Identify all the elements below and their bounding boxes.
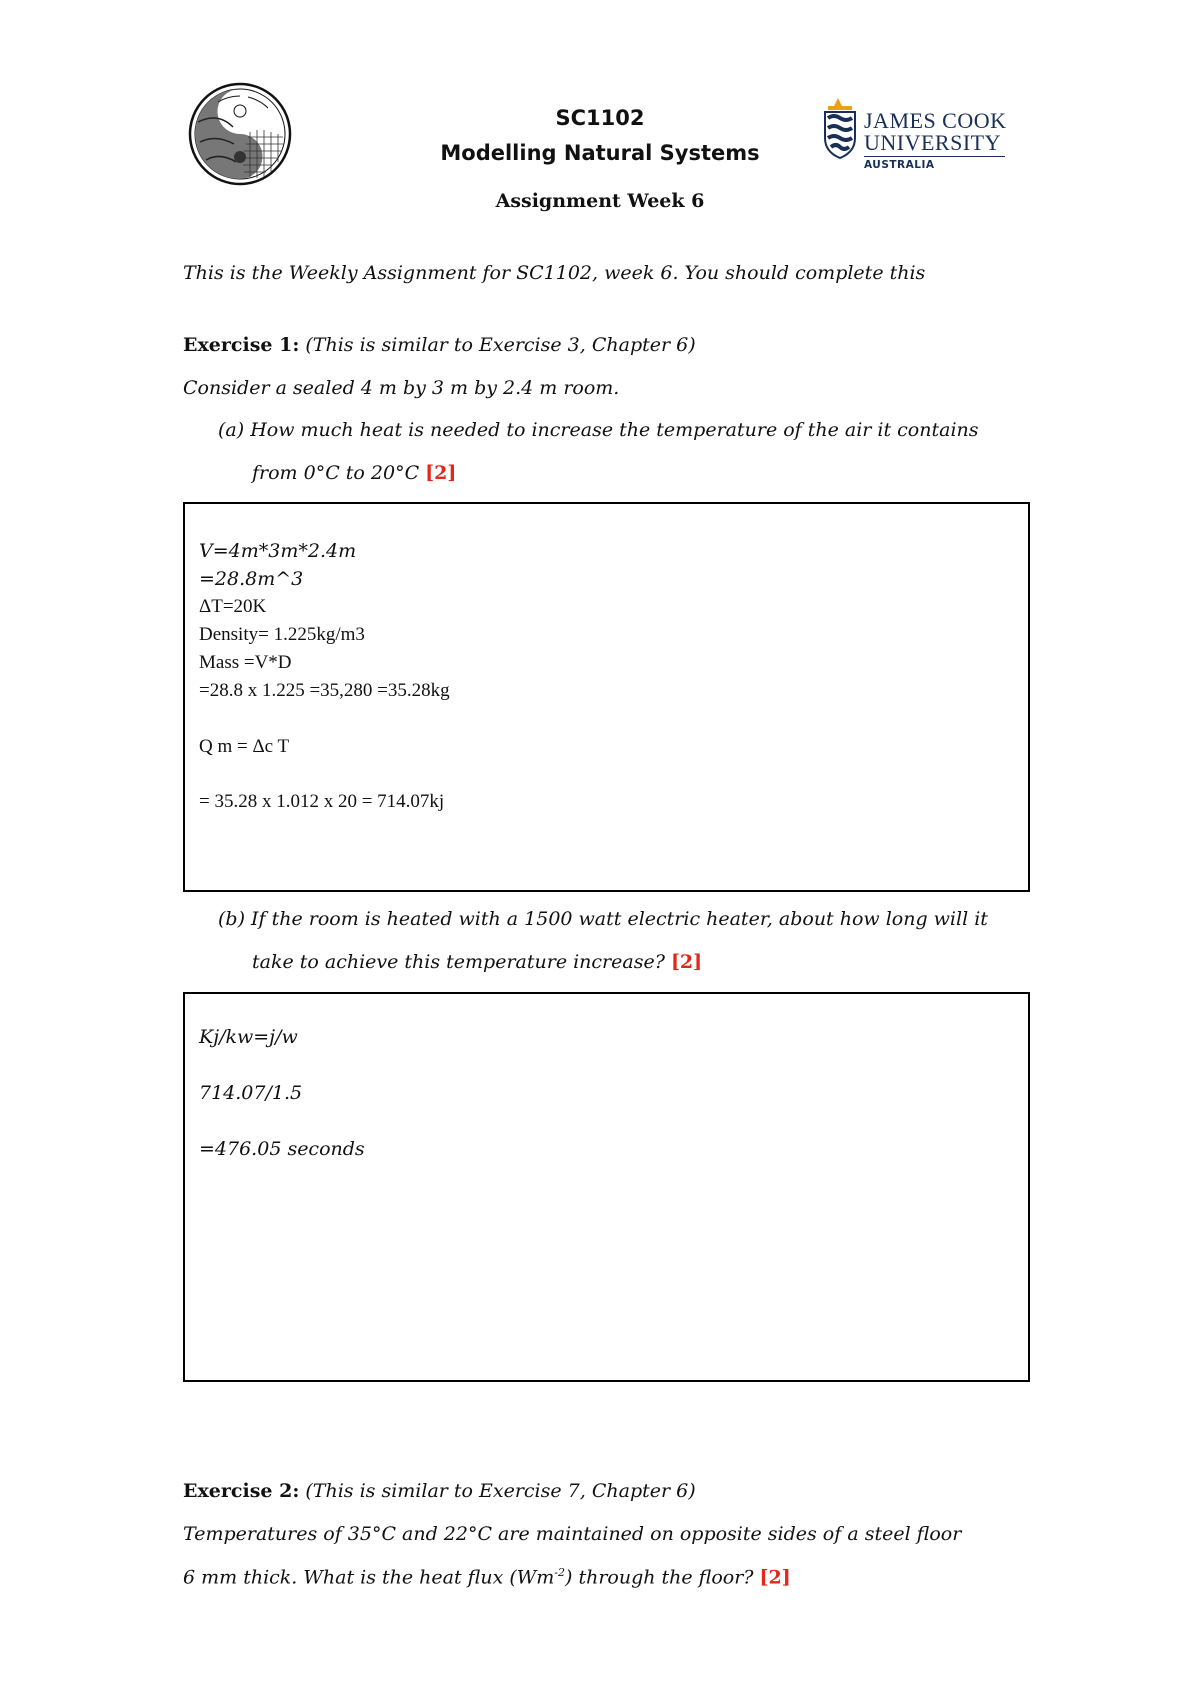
question-a-line2	[252, 462, 456, 484]
yin-yang-seal-icon	[188, 82, 292, 186]
answer-b-line: =476.05 seconds	[199, 1138, 365, 1160]
answer-a-line: ΔT=20K	[199, 596, 267, 617]
exercise2-label: Exercise 2:	[183, 1480, 300, 1502]
question-b-marks: [2]	[670, 951, 703, 973]
course-code: SC1102	[555, 106, 645, 130]
jcu-name-line1: JAMES COOK	[864, 108, 1007, 133]
question-b-line1: (b) If the room is heated with a 1500 watt electric heater, about how long will it	[218, 908, 988, 930]
question-b-line2	[252, 951, 702, 973]
exercise2-note: (This is similar to Exercise 7, Chapter 6)	[305, 1480, 696, 1502]
exercise2-superscript: -2	[554, 1566, 565, 1579]
question-b-text: take to achieve this temperature increase?	[252, 951, 671, 973]
exercise1-heading	[183, 334, 696, 356]
answer-a-line: Mass =V*D	[199, 652, 292, 673]
question-a-marks: [2]	[425, 462, 457, 484]
exercise1-prompt: Consider a sealed 4 m by 3 m by 2.4 m room.	[183, 377, 620, 399]
exercise2-line2	[183, 1566, 791, 1588]
question-a-text: from 0°C to 20°C	[252, 462, 426, 484]
answer-a-line: =28.8m^3	[199, 568, 304, 590]
jcu-divider	[864, 156, 1005, 157]
jcu-waves-icon	[820, 96, 860, 166]
question-a-line1: (a) How much heat is needed to increase the temperature of the air it contains	[218, 419, 979, 441]
assignment-title: Assignment Week 6	[495, 190, 705, 212]
answer-a-line: =28.8 x 1.225 =35,280 =35.28kg	[199, 680, 450, 701]
course-seal-logo	[188, 82, 292, 186]
answer-box-b[interactable]	[183, 992, 1030, 1382]
answer-a-line: Density= 1.225kg/m3	[199, 624, 365, 645]
answer-a-line: = 35.28 x 1.012 x 20 = 714.07kj	[199, 791, 445, 812]
course-name: Modelling Natural Systems	[440, 141, 760, 165]
exercise2-marks: [2]	[759, 1566, 791, 1589]
exercise2-heading	[183, 1480, 696, 1502]
answer-a-line: V=4m*3m*2.4m	[199, 540, 357, 562]
answer-b-line: 714.07/1.5	[199, 1082, 303, 1104]
answer-a-line: Q m = Δc T	[199, 736, 290, 757]
exercise1-label: Exercise 1:	[183, 334, 300, 356]
jcu-country: AUSTRALIA	[864, 159, 935, 171]
jcu-name-line2: UNIVERSITY	[864, 130, 1001, 155]
jcu-logo	[820, 92, 1010, 172]
answer-b-line: Kj/kw=j/w	[199, 1026, 298, 1048]
intro-text: This is the Weekly Assignment for SC1102, week 6. You should complete this	[183, 262, 926, 284]
answer-box-a[interactable]	[183, 502, 1030, 892]
exercise1-note: (This is similar to Exercise 3, Chapter 6)	[305, 334, 696, 356]
exercise2-line2-start: 6 mm thick. What is the heat flux (Wm	[183, 1566, 555, 1589]
exercise2-line1: Temperatures of 35°C and 22°C are maintained on opposite sides of a steel floor	[183, 1523, 962, 1545]
exercise2-line2-end: ) through the floor?	[565, 1566, 760, 1589]
